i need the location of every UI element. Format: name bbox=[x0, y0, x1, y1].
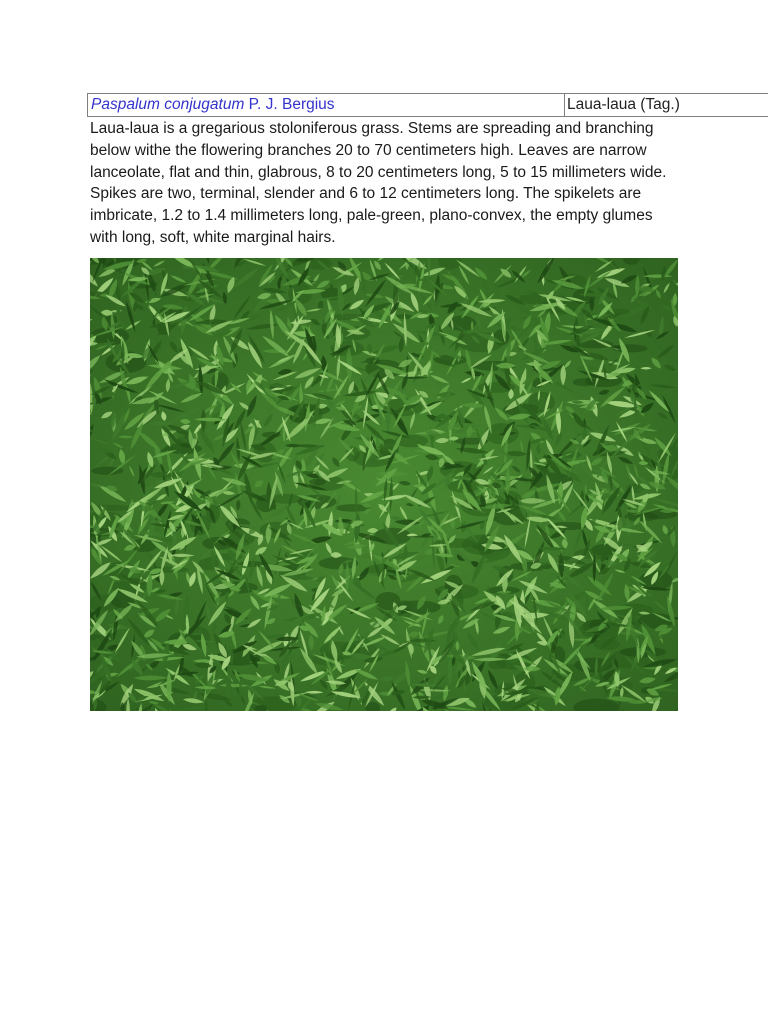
scientific-name-cell bbox=[88, 94, 565, 116]
author-name: P. J. Bergius bbox=[244, 96, 335, 113]
scientific-name[interactable]: Paspalum conjugatum bbox=[91, 96, 245, 113]
species-description: Laua-laua is a gregarious stoloniferous grass. Stems are spreading and branching below withe the flowering branches 20 to 70 centimeters high. Leaves are narrow lanceolate, flat and thin, glabrous, 8 to 20 centimeters long, 5 to 15 millimeters wide. Spikes are two, terminal, slender and 6 to 12 centimeters long. The spikelets are imbricate, 1.2 to 1.4 millimeters long, pale-green, plano-convex, the empty glumes with long, soft, white marginal hairs. bbox=[90, 120, 667, 246]
grass-photo-image bbox=[90, 258, 678, 711]
species-header-table bbox=[87, 93, 768, 117]
grass-photo bbox=[90, 258, 678, 711]
common-name: Laua-laua (Tag.) bbox=[567, 96, 680, 113]
common-name-cell bbox=[565, 94, 768, 116]
